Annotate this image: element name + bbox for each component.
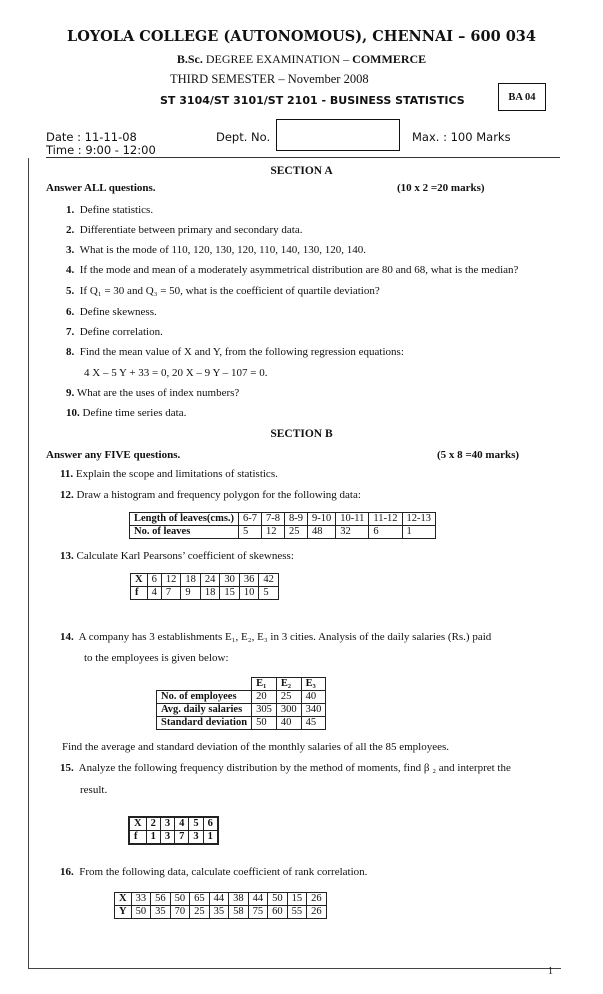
question-text: Draw a histogram and frequency polygon for the following data: — [76, 489, 361, 501]
question-15 — [60, 762, 511, 774]
table-cell: 305 — [252, 704, 277, 717]
table-cell: 4 — [147, 587, 161, 600]
exam-date: Date : 11-11-08 — [46, 130, 137, 144]
table-cell: 12-13 — [402, 513, 436, 526]
table-cell: 33 — [131, 893, 151, 906]
degree-mid: DEGREE EXAMINATION – — [202, 52, 353, 66]
table-cell: 7-8 — [262, 513, 285, 526]
question-text: Define statistics. — [79, 204, 154, 216]
table-cell: 20 — [252, 691, 277, 704]
table-cell: 18 — [200, 587, 220, 600]
question-number: 10. — [66, 407, 80, 419]
question-text: Analyze the following frequency distribution by the method of moments, find β ₂ and interpret the — [78, 762, 511, 774]
question-text: A company has 3 establishments E₁, E₂, E₃ in 3 cities. Analysis of the daily salaries (Rs.) paid — [78, 631, 492, 643]
table-cell: 44 — [209, 893, 229, 906]
table-cell: 3 — [189, 831, 203, 845]
page-number: 1 — [548, 966, 553, 977]
question-number: 6. — [66, 306, 75, 318]
table-cell: 35 — [151, 906, 171, 919]
table-cell: 32 — [336, 526, 369, 539]
table-cell: 30 — [220, 574, 240, 587]
table-head: f — [129, 831, 146, 845]
table-head: X — [131, 574, 148, 587]
table-cell: 55 — [287, 906, 307, 919]
table-cell: 7 — [161, 587, 181, 600]
table-cell: 8-9 — [285, 513, 308, 526]
table-head: X — [115, 893, 132, 906]
question-number: 12. — [60, 489, 74, 501]
table-row — [157, 717, 326, 730]
question-1 — [66, 204, 153, 216]
question-12 — [60, 489, 361, 501]
table-cell: 12 — [161, 574, 181, 587]
table-cell: 11-12 — [369, 513, 402, 526]
section-a-marks: (10 x 2 =20 marks) — [397, 182, 485, 194]
question-number: 7. — [66, 326, 75, 338]
table-cell: 26 — [307, 906, 327, 919]
question-14-tail: Find the average and standard deviation of the monthly salaries of all the 85 employees. — [62, 741, 450, 753]
table-cell: 35 — [209, 906, 229, 919]
question-number: 4. — [66, 264, 75, 276]
question-11 — [60, 468, 278, 480]
table-cell: 36 — [239, 574, 259, 587]
question-text: Calculate Karl Pearsons’ coefficient of skewness: — [76, 550, 294, 562]
question-5 — [66, 285, 380, 297]
table-cell: 15 — [220, 587, 240, 600]
table-cell: 25 — [276, 691, 301, 704]
table-corner — [157, 678, 252, 691]
table-cell: 3 — [160, 817, 174, 831]
question-text: What is the mode of 110, 120, 130, 120, 110, 140, 130, 120, 140. — [79, 244, 366, 256]
question-number: 11. — [60, 468, 74, 480]
table-cell: 65 — [190, 893, 210, 906]
q12-data-table — [129, 512, 436, 539]
table-cell: 9 — [181, 587, 201, 600]
question-number: 1. — [66, 204, 75, 216]
question-15-line2: result. — [80, 784, 108, 796]
college-title: LOYOLA COLLEGE (AUTONOMOUS), CHENNAI – 600 034 — [67, 28, 536, 45]
table-cell: 10 — [239, 587, 259, 600]
table-cell: 3 — [160, 831, 174, 845]
exam-time: Time : 9:00 - 12:00 — [46, 143, 156, 157]
question-14-line2: to the employees is given below: — [84, 652, 229, 664]
table-cell: 1 — [146, 831, 160, 845]
table-cell: 4 — [175, 817, 189, 831]
table-cell: 50 — [131, 906, 151, 919]
section-b-title: SECTION B — [270, 428, 333, 440]
table-cell: 40 — [276, 717, 301, 730]
question-2 — [66, 224, 303, 236]
question-text: Define skewness. — [79, 306, 157, 318]
table-cell: 9-10 — [308, 513, 336, 526]
table-cell: 26 — [307, 893, 327, 906]
table-head: X — [129, 817, 146, 831]
table-cell: 15 — [287, 893, 307, 906]
question-16 — [60, 866, 367, 878]
table-cell: 58 — [229, 906, 249, 919]
table-cell: 18 — [181, 574, 201, 587]
q16-data-table — [114, 892, 327, 919]
table-cell: 42 — [259, 574, 279, 587]
table-cell: 6 — [369, 526, 402, 539]
q14-data-table — [156, 677, 326, 730]
table-cell: 38 — [229, 893, 249, 906]
table-row — [115, 906, 327, 919]
table-cell: 48 — [308, 526, 336, 539]
table-cell: 5 — [189, 817, 203, 831]
table-cell: 2 — [146, 817, 160, 831]
table-cell: 56 — [151, 893, 171, 906]
table-cell: 50 — [252, 717, 277, 730]
table-row — [129, 817, 218, 831]
table-head: Length of leaves(cms.) — [130, 513, 239, 526]
ba-code-box — [498, 83, 546, 111]
question-8-equations: 4 X – 5 Y + 33 = 0, 20 X – 9 Y – 107 = 0. — [84, 367, 268, 379]
table-cell: 50 — [170, 893, 190, 906]
question-text: If the mode and mean of a moderately asymmetrical distribution are 80 and 68, what is the median? — [79, 264, 519, 276]
question-number: 9. — [66, 387, 75, 399]
table-row — [157, 678, 326, 691]
question-text: If Q₁ = 30 and Q₃ = 50, what is the coefficient of quartile deviation? — [79, 285, 380, 297]
table-head: Y — [115, 906, 132, 919]
table-cell: 70 — [170, 906, 190, 919]
question-14 — [60, 631, 491, 643]
question-text: What are the uses of index numbers? — [76, 387, 240, 399]
semester-line: THIRD SEMESTER – November 2008 — [170, 72, 369, 86]
table-cell: 6 — [147, 574, 161, 587]
question-9 — [66, 387, 239, 399]
table-cell: 5 — [239, 526, 262, 539]
table-head: E₃ — [301, 678, 326, 691]
table-cell: 45 — [301, 717, 326, 730]
table-cell: 25 — [190, 906, 210, 919]
question-number: 5. — [66, 285, 75, 297]
question-text: Define time series data. — [82, 407, 187, 419]
table-row — [157, 691, 326, 704]
q15-data-table — [128, 816, 219, 845]
question-text: From the following data, calculate coefficient of rank correlation. — [79, 866, 368, 878]
paper-codes: ST 3104/ST 3101/ST 2101 - BUSINESS STATISTICS — [160, 94, 465, 107]
question-number: 14. — [60, 631, 74, 643]
section-b-instruction: Answer any FIVE questions. — [46, 449, 181, 461]
table-cell: 60 — [268, 906, 288, 919]
question-number: 2. — [66, 224, 75, 236]
question-text: Define correlation. — [79, 326, 163, 338]
question-number: 13. — [60, 550, 74, 562]
page-border-bottom — [28, 968, 561, 969]
table-cell: 24 — [200, 574, 220, 587]
question-8 — [66, 346, 404, 358]
table-cell: 300 — [276, 704, 301, 717]
table-cell: 25 — [285, 526, 308, 539]
question-number: 15. — [60, 762, 74, 774]
table-cell: 50 — [268, 893, 288, 906]
question-13 — [60, 550, 294, 562]
table-row — [130, 526, 436, 539]
question-text: Find the mean value of X and Y, from the following regression equations: — [79, 346, 404, 358]
table-row — [131, 574, 279, 587]
table-head: f — [131, 587, 148, 600]
question-4 — [66, 264, 518, 276]
section-a-title: SECTION A — [270, 165, 333, 177]
max-marks: Max. : 100 Marks — [412, 130, 511, 144]
header-divider — [46, 157, 560, 158]
table-cell: 10-11 — [336, 513, 369, 526]
table-row — [157, 704, 326, 717]
table-cell: 340 — [301, 704, 326, 717]
question-10 — [66, 407, 186, 419]
table-head: No. of employees — [157, 691, 252, 704]
table-cell: 40 — [301, 691, 326, 704]
degree-prefix: B.Sc. — [176, 52, 203, 66]
table-row — [130, 513, 436, 526]
table-cell: 5 — [259, 587, 279, 600]
question-text: Differentiate between primary and secondary data. — [79, 224, 303, 236]
section-b-marks: (5 x 8 =40 marks) — [437, 449, 520, 461]
question-number: 3. — [66, 244, 75, 256]
ba-code: BA 04 — [508, 91, 536, 103]
question-7 — [66, 326, 163, 338]
question-number: 16. — [60, 866, 74, 878]
degree-suffix: COMMERCE — [352, 52, 427, 66]
table-cell: 44 — [248, 893, 268, 906]
section-a-instruction: Answer ALL questions. — [46, 182, 156, 194]
table-head: E₁ — [252, 678, 277, 691]
table-cell: 7 — [175, 831, 189, 845]
question-text: Explain the scope and limitations of statistics. — [75, 468, 278, 480]
table-row — [115, 893, 327, 906]
q13-data-table — [130, 573, 279, 600]
table-row — [131, 587, 279, 600]
page-border-left — [28, 158, 29, 968]
table-head: E₂ — [276, 678, 301, 691]
degree-line — [0, 52, 603, 67]
table-cell: 1 — [203, 831, 218, 845]
table-cell: 6-7 — [239, 513, 262, 526]
table-head: Avg. daily salaries — [157, 704, 252, 717]
question-6 — [66, 306, 157, 318]
dept-label: Dept. No. — [216, 130, 271, 144]
table-cell: 6 — [203, 817, 218, 831]
table-cell: 75 — [248, 906, 268, 919]
question-3 — [66, 244, 366, 256]
table-row — [129, 831, 218, 845]
table-head: Standard deviation — [157, 717, 252, 730]
table-cell: 12 — [262, 526, 285, 539]
dept-number-box[interactable] — [276, 119, 400, 151]
table-head: No. of leaves — [130, 526, 239, 539]
table-cell: 1 — [402, 526, 436, 539]
question-number: 8. — [66, 346, 75, 358]
